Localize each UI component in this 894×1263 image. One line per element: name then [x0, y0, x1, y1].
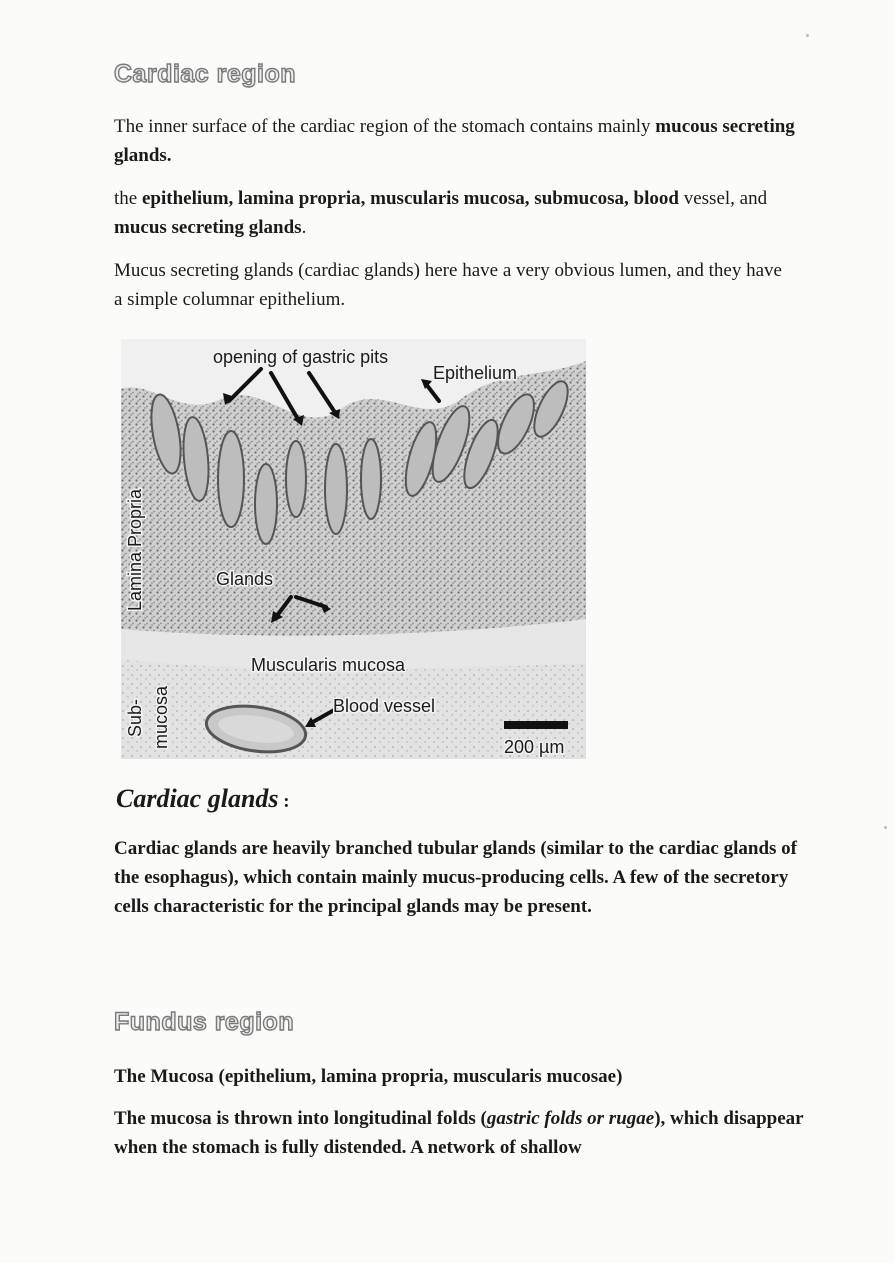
cardiac-paragraph-1 [114, 112, 804, 170]
fundus-paragraph-1: The Mucosa (epithelium, lamina propria, muscularis mucosae) [114, 1066, 623, 1087]
cardiac-p2-bold-1: epithelium, lamina propria, muscularis mucosa, submucosa, blood [141, 188, 679, 209]
scan-speck [806, 34, 809, 37]
label-sub: Sub- [125, 698, 145, 737]
label-muscularis-mucosa: Muscularis mucosa [251, 655, 406, 675]
cardiac-p2-text-1: the [114, 188, 142, 209]
cardiac-p1-bold: mucous secreting glands. [114, 116, 795, 166]
cardiac-p2-bold-2: mucus secreting glands [114, 217, 302, 238]
cardiac-p2-text-3: . [301, 217, 307, 238]
label-scale: 200 µm [504, 737, 565, 757]
histology-micrograph [121, 339, 586, 759]
label-blood-vessel: Blood vessel [333, 696, 436, 716]
cardiac-p1-text: The inner surface of the cardiac region of the stomach contains mainly [114, 116, 656, 137]
cardiac-glands-heading [116, 782, 290, 819]
label-lamina-propria: Lamina Propria [125, 488, 145, 611]
label-gastric-pits: opening of gastric pits [213, 347, 389, 367]
micrograph-svg [121, 339, 586, 759]
label-mucosa: mucosa [151, 685, 171, 749]
cardiac-p2-text-2: vessel, and [678, 188, 768, 209]
label-epithelium: Epithelium [433, 363, 518, 383]
fundus-region-heading: Fundus region [114, 1008, 295, 1036]
scan-speck [884, 826, 887, 829]
label-glands: Glands [216, 569, 274, 589]
cardiac-glands-paragraph: Cardiac glands are heavily branched tubular glands (similar to the cardiac glands of the esophagus), which contain mainly mucus-producing cells. A few of the secretory cells characteristic for the principal glands may be present. [114, 838, 797, 917]
cardiac-paragraph-3: Mucus secreting glands (cardiac glands) here have a very obvious lumen, and they have a simple columnar epithelium. [114, 260, 782, 310]
cardiac-paragraph-2 [114, 184, 804, 242]
fundus-p2-text-1: The mucosa is thrown into longitudinal folds ( [114, 1108, 487, 1129]
cardiac-glands-colon: : [278, 791, 290, 812]
cardiac-region-heading: Cardiac region [114, 60, 297, 88]
cardiac-glands-heading-text: Cardiac glands [116, 784, 279, 813]
fundus-p2-italic: gastric folds or rugae [486, 1108, 655, 1129]
fundus-p2-text-2: ), which disappear when the stomach is fully distended. A network of shallow [114, 1108, 804, 1158]
scale-bar [504, 721, 568, 729]
fundus-paragraph-2 [114, 1104, 804, 1162]
